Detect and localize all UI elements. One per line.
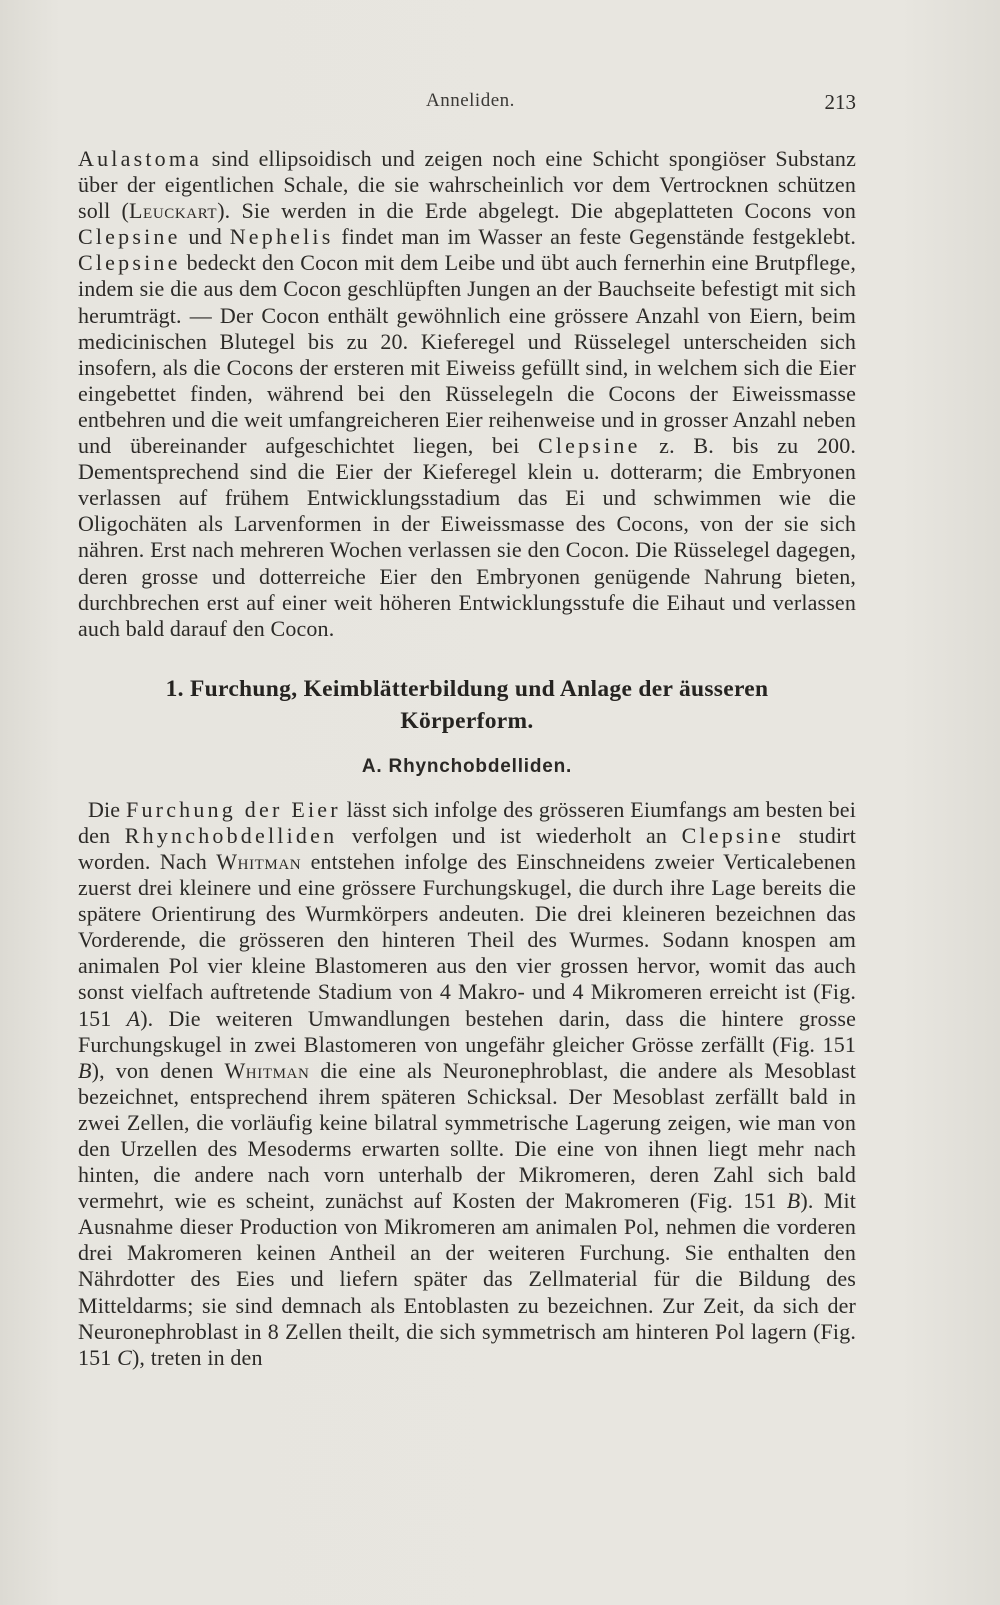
text-run: studirt worden. Nach bbox=[78, 822, 856, 874]
text-run: ). Mit Ausnahme dieser Production von Mikromeren am animalen Pol, nehmen die vorderen drei Makromeren keinen Antheil an der weiteren Furchung. Sie enthalten den Nährdotter des Eies und liefern später das Zellmaterial für die Bildung des Mitteldarms; sie sind demnach als Entoblasten zu bezeichnen. Zur Zeit, da sich der Neuronephroblast in 8 Zellen theilt, die sich symmetrisch am hinteren Pol lagern (Fig. 151 bbox=[78, 1188, 856, 1370]
genus-name: Clepsine bbox=[78, 250, 181, 276]
figure-label: B bbox=[786, 1188, 801, 1214]
text-run: findet man im Wasser an feste Gegenstände festgeklebt. bbox=[333, 224, 857, 250]
paragraph-furchung bbox=[78, 797, 856, 1371]
figure-label: C bbox=[117, 1344, 132, 1370]
text-run: z. B. bis zu 200. Dementsprechend sind die Eier der Kieferegel klein u. dotterarm; die Embryonen verlassen auf frühem Entwicklungsstadium das Ei und schwimmen wie die Oligochäten als Larvenformen in der Eiweissmasse des Cocons, von der sie sich nähren. Erst nach mehreren Wochen verlassen sie den Cocon. Die Rüsselegel dagegen, deren grosse und dotterreiche Eier den Embryonen genügende Nahrung bieten, durchbrechen erst auf einer weit höheren Entwicklungsstufe die Eihaut und verlassen auch bald darauf den Cocon. bbox=[78, 433, 856, 641]
paragraph-cocons bbox=[78, 146, 856, 642]
spaced-term: Rhynchobdelliden bbox=[124, 822, 338, 848]
author-name: Leuckart bbox=[129, 198, 218, 224]
text-run: ), von denen bbox=[91, 1057, 225, 1083]
page-number: 213 bbox=[824, 90, 856, 114]
text-run: ). Die weiteren Umwandlungen bestehen darin, dass die hintere grosse Furchungskugel in zwei Blastomeren von ungefähr gleicher Grösse zerfällt (Fig. 151 bbox=[78, 1005, 856, 1057]
page-body bbox=[78, 146, 856, 1371]
subsection-heading: A. Rhynchobdelliden. bbox=[361, 755, 573, 777]
text-run: ). Sie werden in die Erde abgelegt. Die abgeplatteten Cocons von bbox=[217, 198, 857, 224]
text-run: lässt sich infolge des grösseren Eiumfangs am besten bei den bbox=[78, 796, 856, 848]
text-run: entstehen infolge des Einschneidens zweier Verticalebenen zuerst drei kleinere und eine grössere Furchungskugel, die durch ihre Lage bereits die spätere Orientirung des Wurmkörpers andeuten. Die drei kleineren bezeichnen das Vorderende, die grösseren den hinteren Theil des Wurmes. Sodann knospen am animalen Pol vier kleine Blastomeren aus den vier grossen hervor, womit das auch sonst vielfach auftretende Stadium von 4 Makro- und 4 Mikromeren erreicht ist (Fig. 151 bbox=[78, 848, 856, 1031]
text-run: ), treten in den bbox=[131, 1344, 263, 1370]
text-run: bedeckt den Cocon mit dem Leibe und übt auch fernerhin eine Brutpflege, indem sie die aus dem Cocon geschlüpften Jungen an der Bauchseite befestigt mit sich herumträgt. — Der Cocon enthält gewöhnlich eine grössere Anzahl von Eiern, beim medicinischen Blutegel bis zu 20. Kieferegel und Rüsselegel unterscheiden sich insofern, als die Cocons der ersteren mit Eiweiss gefüllt sind, in welchem sich die Eier eingebettet finden, während bei den Rüsselegeln die Cocons der Eiweissmasse entbehren und die weit umfangreicheren Eier reihenweise und in grosser Anzahl neben und übereinander aufgeschichtet liegen, bei bbox=[78, 250, 856, 459]
section-heading bbox=[78, 673, 856, 737]
genus-name: Clepsine bbox=[537, 433, 641, 459]
spaced-term: Furchung der Eier bbox=[126, 796, 341, 822]
section-heading-line: Körperform. bbox=[400, 707, 534, 734]
text-run: und bbox=[180, 224, 230, 250]
text-run: verfolgen und ist wiederholt an bbox=[337, 822, 682, 848]
genus-name: Clepsine bbox=[681, 822, 785, 848]
text-run: sind ellipsoidisch und zeigen noch eine Schicht spongiöser Substanz über der eigentlichen Schale, die sie wahrscheinlich vor dem Vertrocknen schützen soll ( bbox=[78, 146, 856, 224]
author-name: Whitman bbox=[216, 848, 302, 874]
genus-name: Nephelis bbox=[229, 224, 334, 250]
text-run: die eine als Neuronephroblast, die andere als Mesoblast bezeichnet, entsprechend ihrem späteren Schicksal. Der Mesoblast zerfällt bald in zwei Zellen, die vorläufig keine bilatral symmetrische Lagerung zeigen, wie man von den Urzellen des Mesoderms erwarten sollte. Die eine von ihnen liegt mehr nach hinten, die andere nach vorn unterhalb der Mikromeren, deren Zahl sich bald vermehrt, wie es scheint, zunächst auf Kosten der Makromeren (Fig. 151 bbox=[78, 1057, 856, 1214]
page-header bbox=[78, 90, 856, 120]
genus-name: Aulastoma bbox=[78, 146, 203, 171]
text-run: Die bbox=[88, 796, 127, 822]
genus-name: Clepsine bbox=[78, 224, 181, 250]
figure-label: A bbox=[126, 1005, 141, 1031]
author-name: Whitman bbox=[224, 1057, 310, 1083]
running-head: Anneliden. bbox=[426, 90, 515, 111]
section-heading-line: 1. Furchung, Keimblätterbildung und Anlage der äusseren bbox=[165, 675, 769, 702]
figure-label: B bbox=[78, 1057, 92, 1083]
